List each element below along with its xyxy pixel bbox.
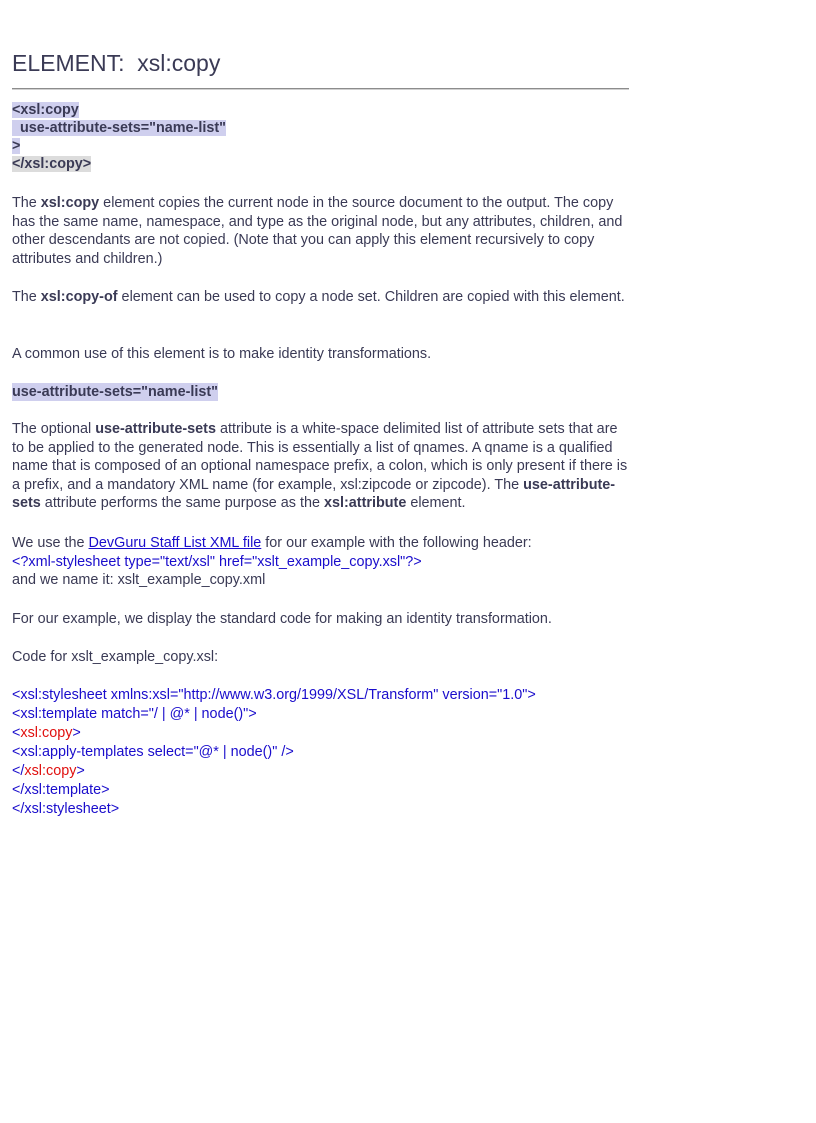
syntax-line-attribute: use-attribute-sets="name-list" <box>12 120 226 136</box>
example-paragraph: We use the DevGuru Staff List XML file for our example with the following header: <?xml-stylesheet type="text/xsl" href="xslt_example_copy.xsl"?> and we name it: xslt_example_copy.xml <box>12 535 532 589</box>
code-line-copy-close: </xsl:copy> <box>12 763 85 779</box>
attribute-description: The optional use-attribute-sets attribute is a white-space delimited list of attribute sets that are to be applied to the generated node. This is essentially a list of qnames. A qname is a qualified name that is composed of an optional namespace prefix, a colon, which is only present if there is a prefix, and a mandatory XML name (for example, xsl:zipcode or zipcode). The use-attribute-sets attribute performs the same purpose as the xsl:attribute element. <box>12 421 628 512</box>
identity-paragraph: A common use of this element is to make identity transformations. <box>12 346 432 362</box>
description-paragraph: The xsl:copy element copies the current node in the source document to the output. The copy has the same name, namespace, and type as the original node, but any attributes, children, and other descendants are not copied. (Note that you can apply this element recursively to copy attributes and children.) <box>12 195 623 267</box>
copy-of-paragraph: The xsl:copy-of element can be used to copy a node set. Children are copied with this element. <box>12 289 625 305</box>
standard-code-paragraph: For our example, we display the standard code for making an identity transformation. <box>12 611 552 627</box>
syntax-line-open: <xsl:copy <box>12 102 79 118</box>
title-divider <box>12 88 629 90</box>
code-line-template-close: </xsl:template> <box>12 782 110 798</box>
code-line-template: <xsl:template match="/ | @* | node()"> <box>12 706 257 722</box>
staff-list-link[interactable]: DevGuru Staff List XML file <box>88 535 262 551</box>
stylesheet-header-code: <?xml-stylesheet type="text/xsl" href="xslt_example_copy.xsl"?> <box>12 553 422 570</box>
code-line-stylesheet: <xsl:stylesheet xmlns:xsl="http://www.w3.org/1999/XSL/Transform" version="1.0"> <box>12 687 536 703</box>
syntax-line-close-bracket: > <box>12 138 21 154</box>
code-line-stylesheet-close: </xsl:stylesheet> <box>12 801 120 817</box>
page-title: ELEMENT: xsl:copy <box>12 50 221 76</box>
code-line-copy-open: <xsl:copy> <box>12 725 81 741</box>
code-caption: Code for xslt_example_copy.xsl: <box>12 649 219 665</box>
syntax-line-end-tag: </xsl:copy> <box>12 156 92 172</box>
code-line-apply-templates: <xsl:apply-templates select="@* | node()" /> <box>12 744 294 760</box>
attribute-heading: use-attribute-sets="name-list" <box>12 384 218 400</box>
